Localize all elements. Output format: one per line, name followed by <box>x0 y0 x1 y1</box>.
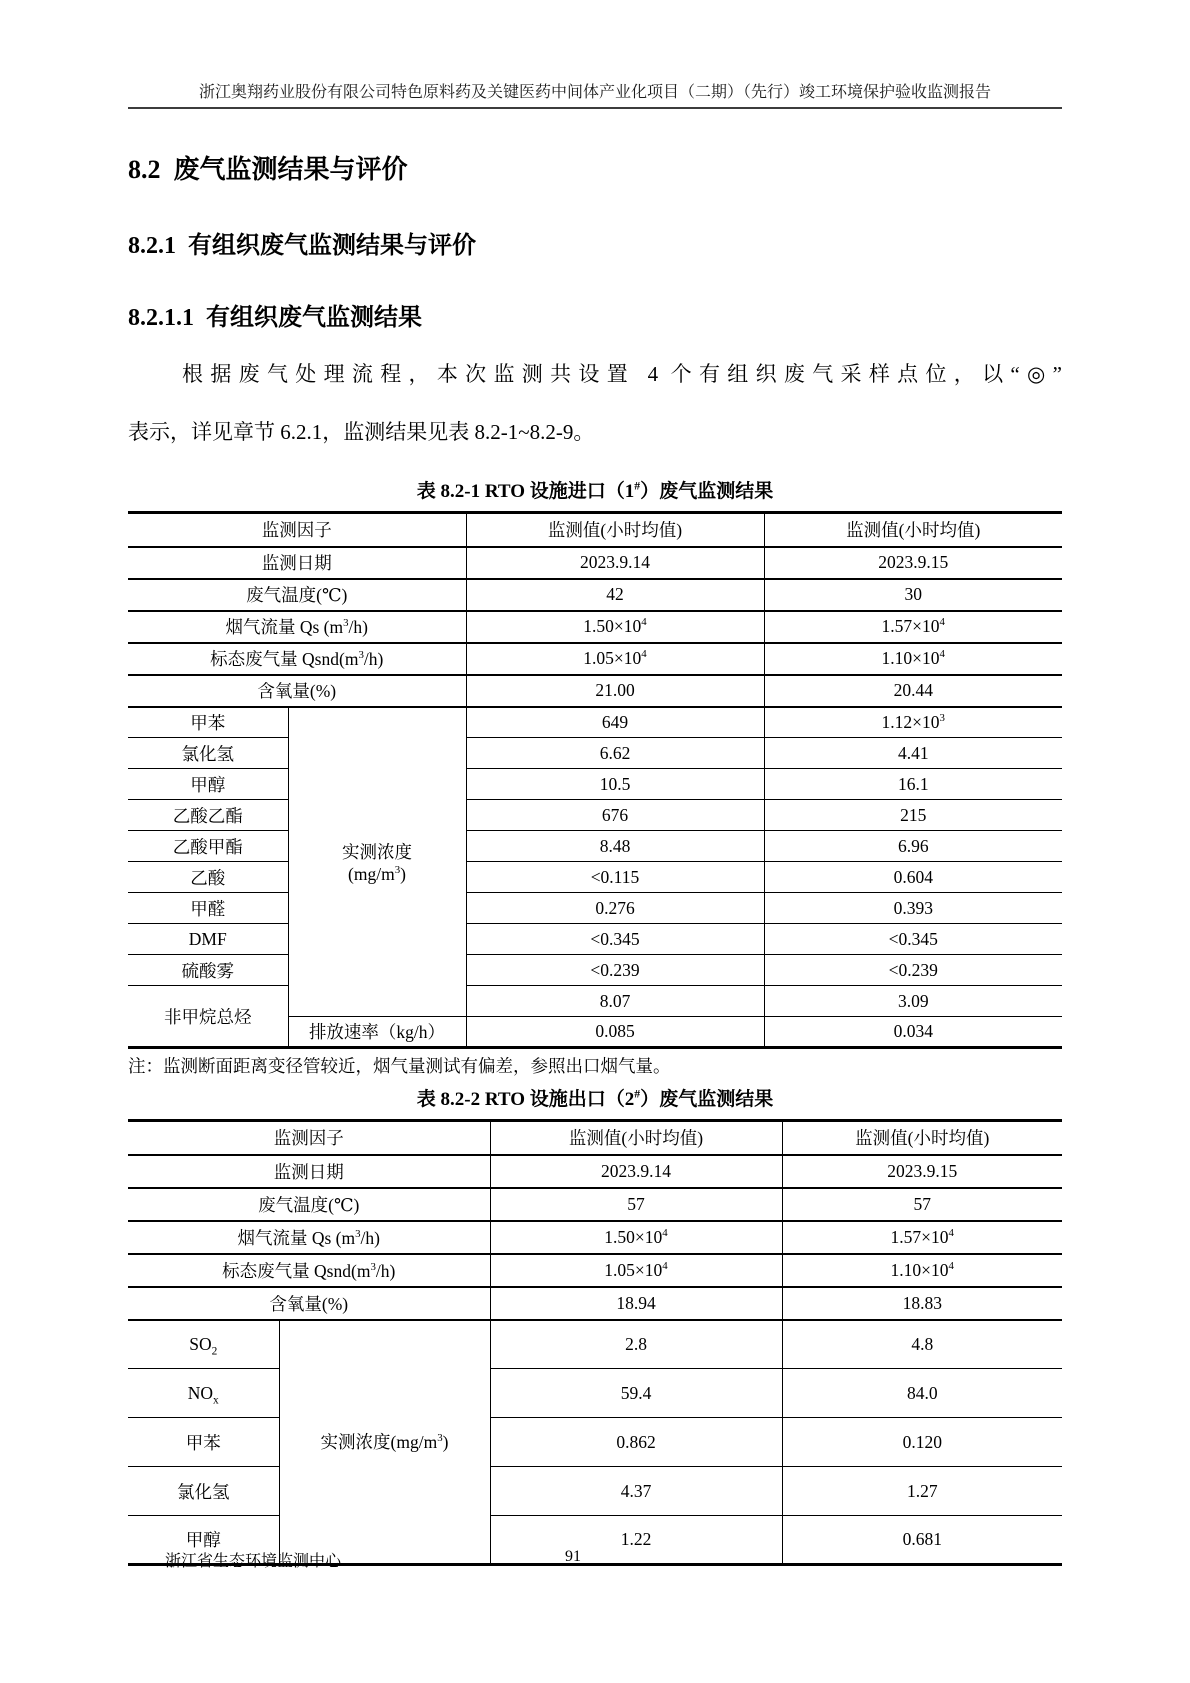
table1-title <box>128 476 1062 503</box>
pollutant-name <box>128 1369 279 1418</box>
header-cell-value1: 监测值(小时均值) <box>490 1121 782 1155</box>
value-cell: 1.22 <box>490 1516 782 1565</box>
header-rule <box>128 107 1062 109</box>
table-row-oxygen <box>128 1287 1062 1320</box>
footer-page-number: 91 <box>565 1548 581 1565</box>
label-text: 烟气流量 Qs (m <box>237 1227 356 1248</box>
pollutant-row <box>128 800 1062 831</box>
value-cell: 215 <box>764 800 1062 831</box>
value-superscript: 4 <box>662 1259 668 1272</box>
page-content <box>128 149 1062 1566</box>
paragraph-line: 表示，详见章节 6.2.1，监测结果见表 8.2-1~8.2-9。 <box>128 420 595 444</box>
value-cell: 57 <box>490 1188 782 1221</box>
pollutant-name: 氯化氢 <box>128 738 288 769</box>
name-text: 氯化氢 <box>177 1481 230 1502</box>
pollutant-name: DMF <box>128 924 288 955</box>
row-label: 监测日期 <box>128 547 466 579</box>
header-cell-value1: 监测值(小时均值) <box>466 513 764 547</box>
value-superscript: 4 <box>939 648 945 661</box>
label-superscript: 3 <box>355 1227 361 1240</box>
value-cell: 59.4 <box>490 1369 782 1418</box>
value-cell: 2023.9.14 <box>490 1155 782 1188</box>
pollutant-row <box>128 738 1062 769</box>
pollutant-row <box>128 1320 1062 1369</box>
value-cell: 30 <box>764 579 1062 611</box>
value-cell <box>782 1221 1062 1254</box>
label-text: 烟气流量 Qs (m <box>225 617 344 637</box>
pollutant-name <box>128 1418 279 1467</box>
value-superscript: 4 <box>939 616 945 629</box>
header-cell-value2: 监测值(小时均值) <box>764 513 1062 547</box>
value-cell: 6.96 <box>764 831 1062 862</box>
value-superscript: 4 <box>948 1259 954 1272</box>
table2-title-superscript: # <box>634 1087 641 1101</box>
value-cell: <0.115 <box>466 862 764 893</box>
section-heading-8-2: 8.2 废气监测结果与评价 <box>128 155 408 184</box>
value-cell: 4.37 <box>490 1467 782 1516</box>
value-cell: 21.00 <box>466 675 764 707</box>
label-superscript: 3 <box>394 863 401 876</box>
pollutant-name: 乙酸乙酯 <box>128 800 288 831</box>
table-row-flow <box>128 611 1062 643</box>
table-row-flow <box>128 1221 1062 1254</box>
row-label: 含氧量(%) <box>128 675 466 707</box>
measured-concentration-label <box>279 1320 490 1565</box>
header-cell-factor: 监测因子 <box>128 1121 490 1155</box>
table1-note: 注：监测断面距离变径管较近，烟气量测试有偏差，参照出口烟气量。 <box>128 1056 671 1076</box>
pollutant-name: 甲醛 <box>128 893 288 924</box>
pollutant-row <box>128 1369 1062 1418</box>
label-superscript: 3 <box>437 1432 443 1445</box>
section-heading-8-2-1: 8.2.1 有组织废气监测结果与评价 <box>128 233 476 259</box>
value-cell: 0.393 <box>764 893 1062 924</box>
running-header: 浙江奥翔药业股份有限公司特色原料药及关键医药中间体产业化项目（二期）（先行）竣工环境保护验收监测报告 <box>198 84 991 101</box>
label-text: /h) <box>348 617 368 637</box>
pollutant-name <box>128 1467 279 1516</box>
pollutant-row <box>128 924 1062 955</box>
value-cell: 2.8 <box>490 1320 782 1369</box>
label-text: 实测浓度 <box>342 841 412 862</box>
value-cell: 4.41 <box>764 738 1062 769</box>
name-text: SO <box>189 1333 212 1354</box>
pollutant-name: 甲醇 <box>128 769 288 800</box>
value-cell: 0.085 <box>466 1017 764 1048</box>
pollutant-row <box>128 831 1062 862</box>
table2-title-text: ）废气监测结果 <box>640 1089 774 1110</box>
label-text: /h) <box>363 649 384 669</box>
pollutant-row <box>128 893 1062 924</box>
label-text: ) <box>400 863 406 884</box>
row-label <box>128 1221 490 1254</box>
label-text: 标态废气量 Qsnd(m <box>222 1260 371 1281</box>
table2-title-text: 表 8.2-2 RTO 设施出口（2 <box>416 1089 635 1110</box>
value-cell: 0.276 <box>466 893 764 924</box>
pollutant-row <box>128 1418 1062 1467</box>
value-superscript: 4 <box>662 1226 668 1239</box>
value-cell <box>466 611 764 643</box>
label-text: /h) <box>360 1227 380 1248</box>
value-text: 1.57×10 <box>890 1226 949 1247</box>
value-cell: 0.862 <box>490 1418 782 1467</box>
table-row-standard-flow <box>128 643 1062 675</box>
row-label: 废气温度(℃) <box>128 579 466 611</box>
value-superscript: 4 <box>948 1226 954 1239</box>
table-row-oxygen <box>128 675 1062 707</box>
body-paragraph <box>128 362 1062 444</box>
value-cell: 8.07 <box>466 986 764 1017</box>
value-cell: 0.681 <box>902 1529 942 1549</box>
label-text: 标态废气量 Qsnd(m <box>210 649 359 669</box>
value-cell: 6.62 <box>466 738 764 769</box>
value-text: 1.50×10 <box>583 616 642 636</box>
emission-rate-label: 排放速率（kg/h） <box>288 1017 466 1048</box>
name-subscript: 2 <box>211 1345 218 1358</box>
table2-title <box>128 1084 1062 1111</box>
value-cell: 18.94 <box>490 1287 782 1320</box>
value-cell: <0.239 <box>466 955 764 986</box>
value-cell: 18.83 <box>782 1287 1062 1320</box>
table1-title-text: ）废气监测结果 <box>640 481 774 502</box>
pollutant-row <box>128 1467 1062 1516</box>
label-text: (mg/m <box>348 863 395 884</box>
value-text: 1.12×10 <box>881 711 940 732</box>
value-cell: <0.239 <box>764 955 1062 986</box>
header-cell-value2: 监测值(小时均值) <box>782 1121 1062 1155</box>
value-cell: 2023.9.15 <box>764 547 1062 579</box>
table-row-standard-flow <box>128 1254 1062 1287</box>
value-text: 1.05×10 <box>583 648 642 668</box>
value-cell: 2023.9.15 <box>782 1155 1062 1188</box>
pollutant-name: 甲苯 <box>128 707 288 738</box>
pollutant-row <box>128 955 1062 986</box>
table-row-temperature <box>128 579 1062 611</box>
pollutant-row <box>128 769 1062 800</box>
value-cell <box>764 707 1062 738</box>
name-subscript: x <box>213 1394 219 1406</box>
value-cell: 2023.9.14 <box>466 547 764 579</box>
value-text: 1.05×10 <box>604 1259 663 1280</box>
value-text: 1.10×10 <box>881 648 940 668</box>
value-cell: <0.345 <box>466 924 764 955</box>
value-superscript: 3 <box>939 711 945 724</box>
value-cell: 3.09 <box>764 986 1062 1017</box>
value-cell <box>764 611 1062 643</box>
measured-concentration-label <box>288 707 466 1017</box>
footer-organization: 浙江省生态环境监测中心 <box>165 1553 342 1570</box>
header-cell-factor: 监测因子 <box>128 513 466 547</box>
paragraph-line: 根据废气处理流程，本次监测共设置 4 个有组织废气采样点位，以“◎” <box>182 362 1062 386</box>
name-text: 甲苯 <box>185 1432 221 1453</box>
table-header-row <box>128 1121 1062 1155</box>
table-row-date <box>128 1155 1062 1188</box>
value-cell: 10.5 <box>466 769 764 800</box>
pollutant-name <box>128 1320 279 1369</box>
pollutant-row-nmhc-concentration <box>128 986 1062 1017</box>
value-cell <box>466 643 764 675</box>
label-text <box>291 864 464 885</box>
row-label <box>128 611 466 643</box>
value-cell <box>764 643 1062 675</box>
label-text: 实测浓度(mg/m <box>320 1432 438 1453</box>
value-text: 1.10×10 <box>890 1259 949 1280</box>
table-row-date <box>128 547 1062 579</box>
pollutant-name: 乙酸甲酯 <box>128 831 288 862</box>
value-cell: 42 <box>466 579 764 611</box>
value-cell: 16.1 <box>764 769 1062 800</box>
value-cell: 0.604 <box>764 862 1062 893</box>
value-text: 1.50×10 <box>604 1226 663 1247</box>
value-cell: 0.034 <box>893 1021 933 1041</box>
table1-title-superscript: # <box>634 479 641 493</box>
value-cell: 57 <box>782 1188 1062 1221</box>
pollutant-name: 乙酸 <box>128 862 288 893</box>
label-text: /h) <box>375 1260 396 1281</box>
value-cell: <0.345 <box>764 924 1062 955</box>
value-cell: 4.8 <box>782 1320 1062 1369</box>
value-cell <box>490 1221 782 1254</box>
label-superscript: 3 <box>343 617 349 630</box>
value-cell: 20.44 <box>764 675 1062 707</box>
monitoring-table-2 <box>128 1119 1062 1566</box>
value-cell: 1.27 <box>782 1467 1062 1516</box>
name-text: 甲醇 <box>185 1530 221 1550</box>
value-superscript: 4 <box>641 648 647 661</box>
value-cell: 8.48 <box>466 831 764 862</box>
table1-title-text: 表 8.2-1 RTO 设施进口（1 <box>416 481 635 502</box>
value-cell <box>782 1254 1062 1287</box>
label-superscript: 3 <box>370 1260 376 1273</box>
value-cell: 84.0 <box>782 1369 1062 1418</box>
pollutant-row <box>128 862 1062 893</box>
monitoring-table-1 <box>128 511 1062 1049</box>
row-label: 监测日期 <box>128 1155 490 1188</box>
value-cell: 676 <box>466 800 764 831</box>
pollutant-name: 硫酸雾 <box>128 955 288 986</box>
table-header-row <box>128 513 1062 547</box>
label-text: ) <box>442 1432 449 1453</box>
row-label <box>128 643 466 675</box>
row-label <box>128 1254 490 1287</box>
pollutant-row <box>128 707 1062 738</box>
value-cell: 0.120 <box>782 1418 1062 1467</box>
row-label: 废气温度(℃) <box>128 1188 490 1221</box>
value-cell: 649 <box>466 707 764 738</box>
section-heading-8-2-1-1: 8.2.1.1 有组织废气监测结果 <box>128 305 422 331</box>
value-superscript: 4 <box>641 616 647 629</box>
label-superscript: 3 <box>358 649 364 662</box>
row-label: 含氧量(%) <box>128 1287 490 1320</box>
value-text: 1.57×10 <box>881 616 940 636</box>
value-cell <box>490 1254 782 1287</box>
name-text: NO <box>187 1382 214 1403</box>
pollutant-name: 非甲烷总烃 <box>128 986 288 1048</box>
table-row-temperature <box>128 1188 1062 1221</box>
